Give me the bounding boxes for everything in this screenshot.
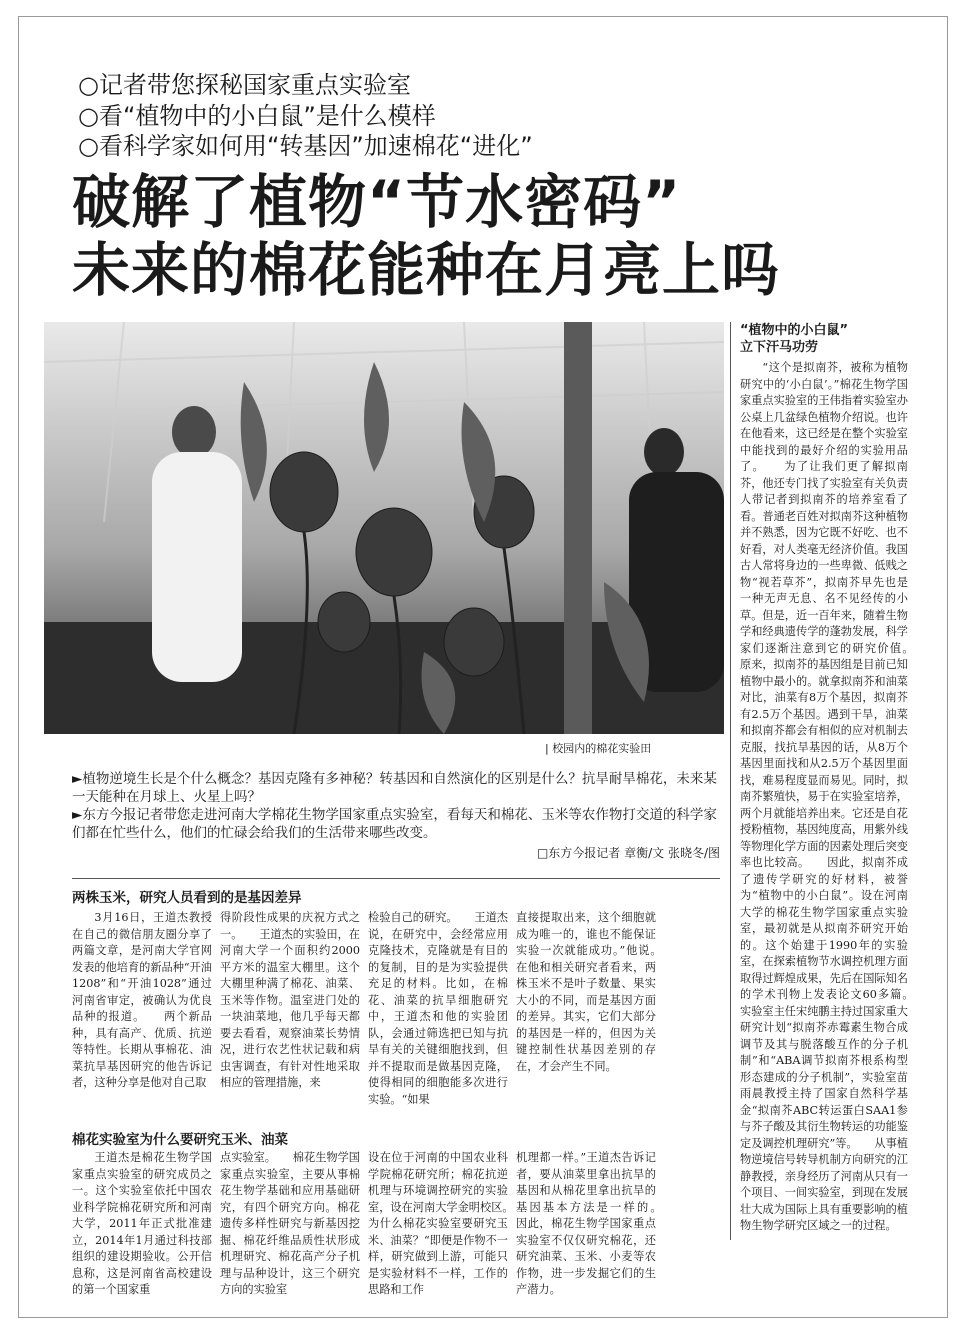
section-2-column-2: 点实验室。 棉花生物学国家重点实验室，主要从事棉花生物学基础和应用基础研究，有四个研究方向。棉花遗传多样性研究与新基因挖掘、棉花纤维品质性状形成机理研究、棉花高产分子机理与品种设计，这三个研究方向的实验室: [220, 1151, 360, 1296]
kicker-line-3: ○看科学家如何用“转基因”加速棉花“进化”: [78, 132, 533, 160]
section-1-title: 两株玉米，研究人员看到的是基因差异: [72, 890, 302, 906]
sidebar-title-line-1: “植物中的小白鼠”: [740, 323, 849, 338]
section-2-column-3: 设在位于河南的中国农业科学院棉花研究所；棉花抗逆机理与环境调控研究的实验室，设在河南大学金明校区。 为什么棉花实验室要研究玉米、油菜？“即便是作物不一样，研究做到上游，可能只是实验材料不一样，工作的思路和工作: [368, 1151, 508, 1296]
sidebar-body: “这个是拟南芥，被称为植物研究中的‘小白鼠’。”棉花生物学国家重点实验室的王伟指着实验室办公桌上几盆绿色植物介绍说。也许在他看来，这已经是在整个实验室中能找到的最好介绍的实验用品了。 为了让我们更了解拟南芥，他还专门找了实验室有关负责人带记者到拟南芥的培养室看了看。普通老百姓对拟南芥这种植物并不熟悉，因为它既不好吃、也不好看，对人类毫无经济价值。我国古人常将身边的一些卑微、低贱之物“视若草芥”，拟南芥早先也是一种无声无息、名不见经传的小草。但是，近一百年来，随着生物学和经典遗传学的蓬勃发展，科学家们逐渐注意到它的研究价值。 原来，拟南芥的基因组是目前已知植物中最小的。就拿拟南芥和油菜对比，油菜有8万个基因，拟南芥有2.5万个基因。遇到干旱，油菜和拟南芥都会有相似的应对机制去克服，找抗旱基因的话，从8万个基因里面找和从2.5万个基因里面找，难易程度显而易见。同时，拟南芥繁殖快，易于在实验室培养，两个月就能培养出来。它还是自花授粉植物，基因纯度高，用紫外线等物理化学方面的因素处理后突变率也比较高。 因此，拟南芥成了遗传学研究的好材料，被誉为“植物中的小白鼠”。设在河南大学的棉花生物学国家重点实验室，最初就是从拟南芥研究开始的。这个始建于1990年的实验室，在探索植物节水调控机理方面取得过辉煌成果，先后在国际知名的学术刊物上发表论文60多篇。 实验室主任宋纯鹏主持过国家重大研究计划“拟南芥赤霉素生物合成调节及其与脱落酸互作的分子机制”和“ABA调节拟南芥根系构型形态建成的分子机制”，实验室苗雨晨教授主持了国家自然科学基金“拟南芥ABC转运蛋白SAA1参与芥子酸及其衍生物转运的功能鉴定及调控机理研究”等。 从事植物逆境信号转导机制方向研究的江静教授，亲身经历了河南从只有一个项目、一间实验室，到现在发展壮大成为国际上具有重要影响的植物生物学研究区域之一的过程。: [740, 361, 908, 1232]
kicker-line-2: ○看“植物中的小白鼠”是什么模样: [78, 102, 436, 130]
headline-line-1: 破解了植物“节水密码”: [72, 168, 682, 236]
section-2-column-1: 王道杰是棉花生物学国家重点实验室的研究成员之一。这个实验室依托中国农业科学院棉花研究所和河南大学，2011年正式批准建立，2014年1月通过科技部组织的建设期验收。公开信息称，这是河南省高校建设的第一个国家重: [72, 1151, 212, 1296]
photo-caption: | 校园内的棉花实验田: [545, 742, 652, 755]
photo-illustration: [44, 322, 724, 734]
section-1-column-2: 得阶段性成果的庆祝方式之一。 王道杰的实验田，在河南大学一个面积约2000平方米的温室大棚里。这个大棚里种满了棉花、油菜、玉米等作物。温室进门处的一块油菜地，他几乎每天都要去看看，观察油菜长势情况，进行农艺性状记载和病虫害调查，有针对性地采取相应的管理措施，来: [220, 911, 360, 1089]
section-1-column-3: 检验自己的研究。 王道杰说，在研究中，会经常应用克隆技术，克隆就是有目的的复制，目的是为实验提供充足的材料。比如，在棉花、油菜的抗旱细胞研究中，王道杰和他的实验团队，会通过筛选把已知与抗旱有关的关键细胞找到，但并不提取而是做基因克隆，使得相同的细胞能多次进行实验。“如果: [368, 911, 508, 1106]
lead-paragraph-2: ►东方今报记者带您走进河南大学棉花生物学国家重点实验室，看每天和棉花、玉米等农作物打交道的科学家们都在忙些什么，他们的忙碌会给我们的生活带来哪些改变。: [72, 807, 717, 841]
section-2-title: 棉花实验室为什么要研究玉米、油菜: [72, 1132, 288, 1148]
cotton-field-photo: [44, 322, 724, 734]
section-1-column-1: 3月16日，王道杰教授在自己的微信朋友圈分享了两篇文章，是河南大学官网发表的他培育的新品种“开油1208”和“开油1028”通过河南省审定，被确认为优良品种的报道。 两个新品种，具有高产、优质、抗逆等特性。长期从事棉花、油菜抗旱基因研究的他告诉记者，这种分享是他对自己取: [72, 911, 212, 1089]
sidebar-divider: [730, 322, 731, 1240]
sidebar-title-line-2: 立下汗马功劳: [740, 340, 819, 355]
lead-paragraph-1: ►植物逆境生长是个什么概念？基因克隆有多神秘？转基因和自然演化的区别是什么？抗旱耐旱棉花，未来某一天能种在月球上、火星上吗？: [72, 771, 717, 805]
kicker-line-1: ○记者带您探秘国家重点实验室: [78, 71, 411, 99]
headline-line-2: 未来的棉花能种在月亮上吗: [72, 236, 781, 304]
section-1-column-4: 直接提取出来，这个细胞就成为唯一的，谁也不能保证实验一次就能成功。”他说。 在他和相关研究者看来，两株玉米不是叶子数量、果实大小的不同，而是基因方面的差异。其实，它们大部分的基因是一样的，但因为关键控制性状基因差别的存在，才会产生不同。: [516, 911, 656, 1073]
section-2-column-4: 机理都一样。”王道杰告诉记者，要从油菜里拿出抗旱的基因和从棉花里拿出抗旱的基因基本方法是一样的。 因此，棉花生物学国家重点实验室不仅仅研究棉花，还研究油菜、玉米、小麦等农作物，进一步发掘它们的生产潜力。: [516, 1151, 656, 1296]
byline: □东方今报记者 章衡/文 张晓冬/图: [536, 846, 720, 860]
section-divider: [72, 878, 720, 879]
lead-paragraphs: [72, 770, 720, 862]
